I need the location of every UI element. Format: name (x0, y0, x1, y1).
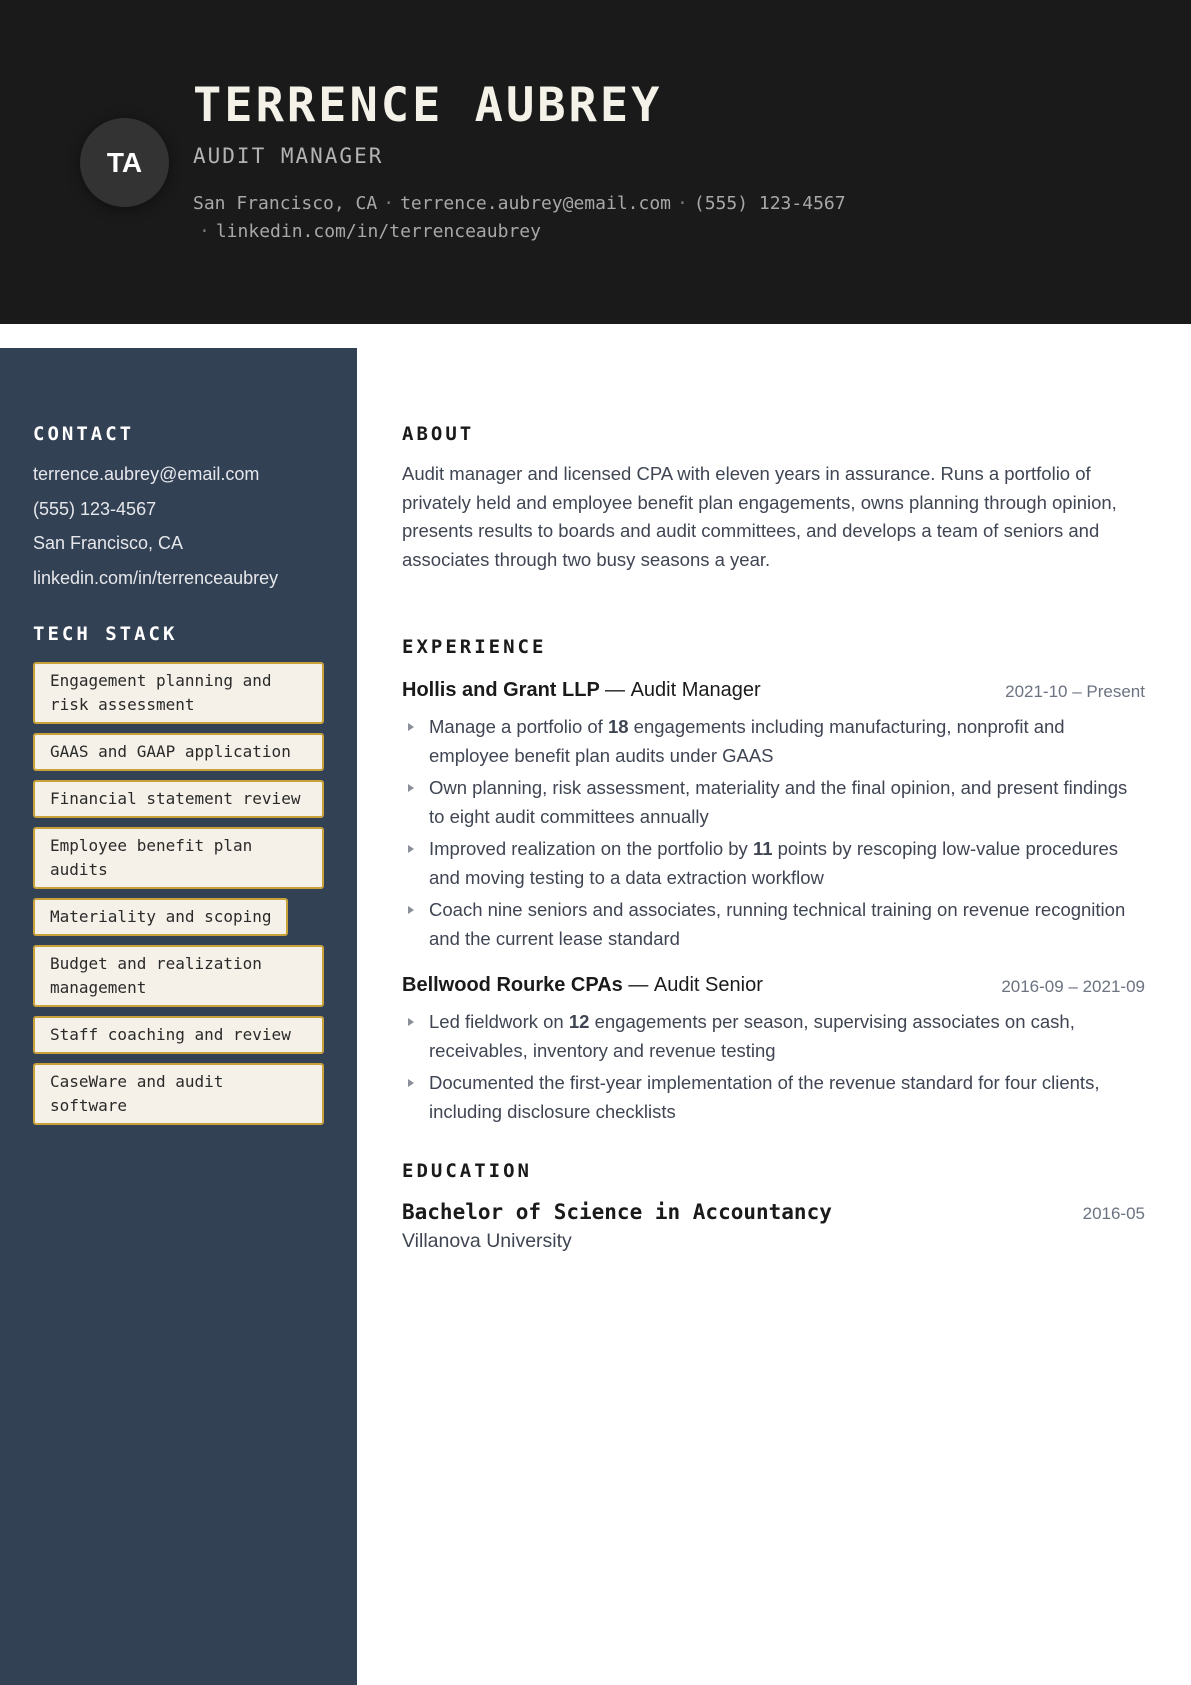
bullet-text: Improved realization on the portfolio by (429, 838, 753, 859)
skill-chip-list (33, 662, 324, 1134)
header-banner (0, 0, 1191, 324)
avatar (80, 118, 169, 207)
skill-chip: Engagement planning and risk assessment (33, 662, 324, 724)
sidebar-phone: (555) 123-4567 (33, 498, 157, 519)
caret-right-icon (408, 1079, 414, 1087)
header-location: San Francisco, CA (193, 193, 378, 214)
job-company: Hollis and Grant LLP (402, 679, 600, 701)
header-linkedin-link[interactable]: linkedin.com/in/terrenceaubrey (215, 221, 541, 242)
contact-heading: CONTACT (33, 423, 135, 445)
skill-chip: Staff coaching and review (33, 1016, 324, 1054)
skill-chip: CaseWare and audit software (33, 1063, 324, 1125)
skill-chip: Employee benefit plan audits (33, 827, 324, 889)
skill-chip: GAAS and GAAP application (33, 733, 324, 771)
header-email-link[interactable]: terrence.aubrey@email.com (400, 193, 672, 214)
separator: · (383, 193, 395, 214)
job-role: Audit Manager (630, 679, 761, 701)
sidebar-linkedin[interactable]: linkedin.com/in/terrenceaubrey (33, 567, 279, 588)
bullet-text: Documented the first-year implementation of the revenue standard for four clients, including disclosure checklists (429, 1072, 1100, 1122)
caret-right-icon (408, 845, 414, 853)
job-role: Audit Senior (653, 974, 763, 996)
job-bullet (402, 774, 1145, 831)
caret-right-icon (408, 1018, 414, 1026)
skill-chip: Budget and realization management (33, 945, 324, 1007)
job-bullet (402, 713, 1145, 770)
skill-chip: Materiality and scoping (33, 898, 288, 936)
job-company: Bellwood Rourke CPAs (402, 974, 623, 996)
sidebar-email[interactable]: terrence.aubrey@email.com (33, 464, 260, 484)
caret-right-icon (408, 723, 414, 731)
bullet-text: engagements per season, supervising associates on cash, receivables, inventory and revenue testing (429, 1011, 1075, 1061)
job-title (402, 679, 761, 702)
education-date: 2016-05 (1082, 1204, 1145, 1223)
sidebar-contact-list (33, 460, 278, 598)
job-dates: 2016-09 – 2021-09 (1001, 977, 1145, 996)
tech-stack-heading: TECH STACK (33, 623, 178, 645)
education-school: Villanova University (402, 1230, 572, 1252)
job-bullet (402, 1008, 1145, 1065)
separator: · (199, 221, 210, 242)
experience-heading: EXPERIENCE (402, 636, 547, 658)
bullet-text: points by rescoping low-value procedures and moving testing to a data extraction workflow (429, 838, 1119, 888)
about-heading: ABOUT (402, 423, 475, 445)
job-dates: 2021-10 – Present (1005, 682, 1145, 701)
caret-right-icon (408, 784, 414, 792)
header-phone: (555) 123-4567 (693, 193, 846, 214)
bullet-text: engagements including manufacturing, nonprofit and employee benefit plan audits under GAAS (429, 716, 1065, 766)
sidebar-location: San Francisco, CA (33, 533, 184, 553)
avatar-initials: TA (106, 146, 143, 178)
job-dash: — (628, 974, 649, 996)
job-bullet (402, 835, 1145, 892)
bullet-text: Led fieldwork on (429, 1011, 569, 1032)
bullet-metric: 18 (607, 716, 629, 737)
job-bullets (402, 1008, 1145, 1130)
job-title (402, 974, 763, 997)
bullet-text: Own planning, risk assessment, materiality and the final opinion, and present findings to eight audit committees annually (429, 777, 1128, 827)
separator: · (677, 193, 688, 214)
bullet-metric: 11 (752, 838, 773, 859)
bullet-metric: 12 (568, 1011, 590, 1032)
job-bullets (402, 713, 1145, 957)
about-text: Audit manager and licensed CPA with eleven years in assurance. Runs a portfolio of privately held and employee benefit plan engagements, owns planning through opinion, presents results to boards and audit committees, and develops a team of seniors and associates through two busy seasons a year. (402, 463, 1117, 570)
job-bullet (402, 1069, 1145, 1126)
job-bullet (402, 896, 1145, 953)
skill-chip: Financial statement review (33, 780, 324, 818)
caret-right-icon (408, 906, 414, 914)
candidate-name: TERRENCE AUBREY (193, 78, 663, 133)
bullet-text: Coach nine seniors and associates, running technical training on revenue recognition and the current lease standard (429, 899, 1126, 949)
education-degree: Bachelor of Science in Accountancy (402, 1200, 832, 1224)
candidate-title: AUDIT MANAGER (193, 144, 384, 168)
education-heading: EDUCATION (402, 1160, 532, 1182)
job-dash: — (605, 679, 625, 701)
bullet-text: Manage a portfolio of (429, 716, 608, 737)
header-contact-line (193, 190, 913, 246)
